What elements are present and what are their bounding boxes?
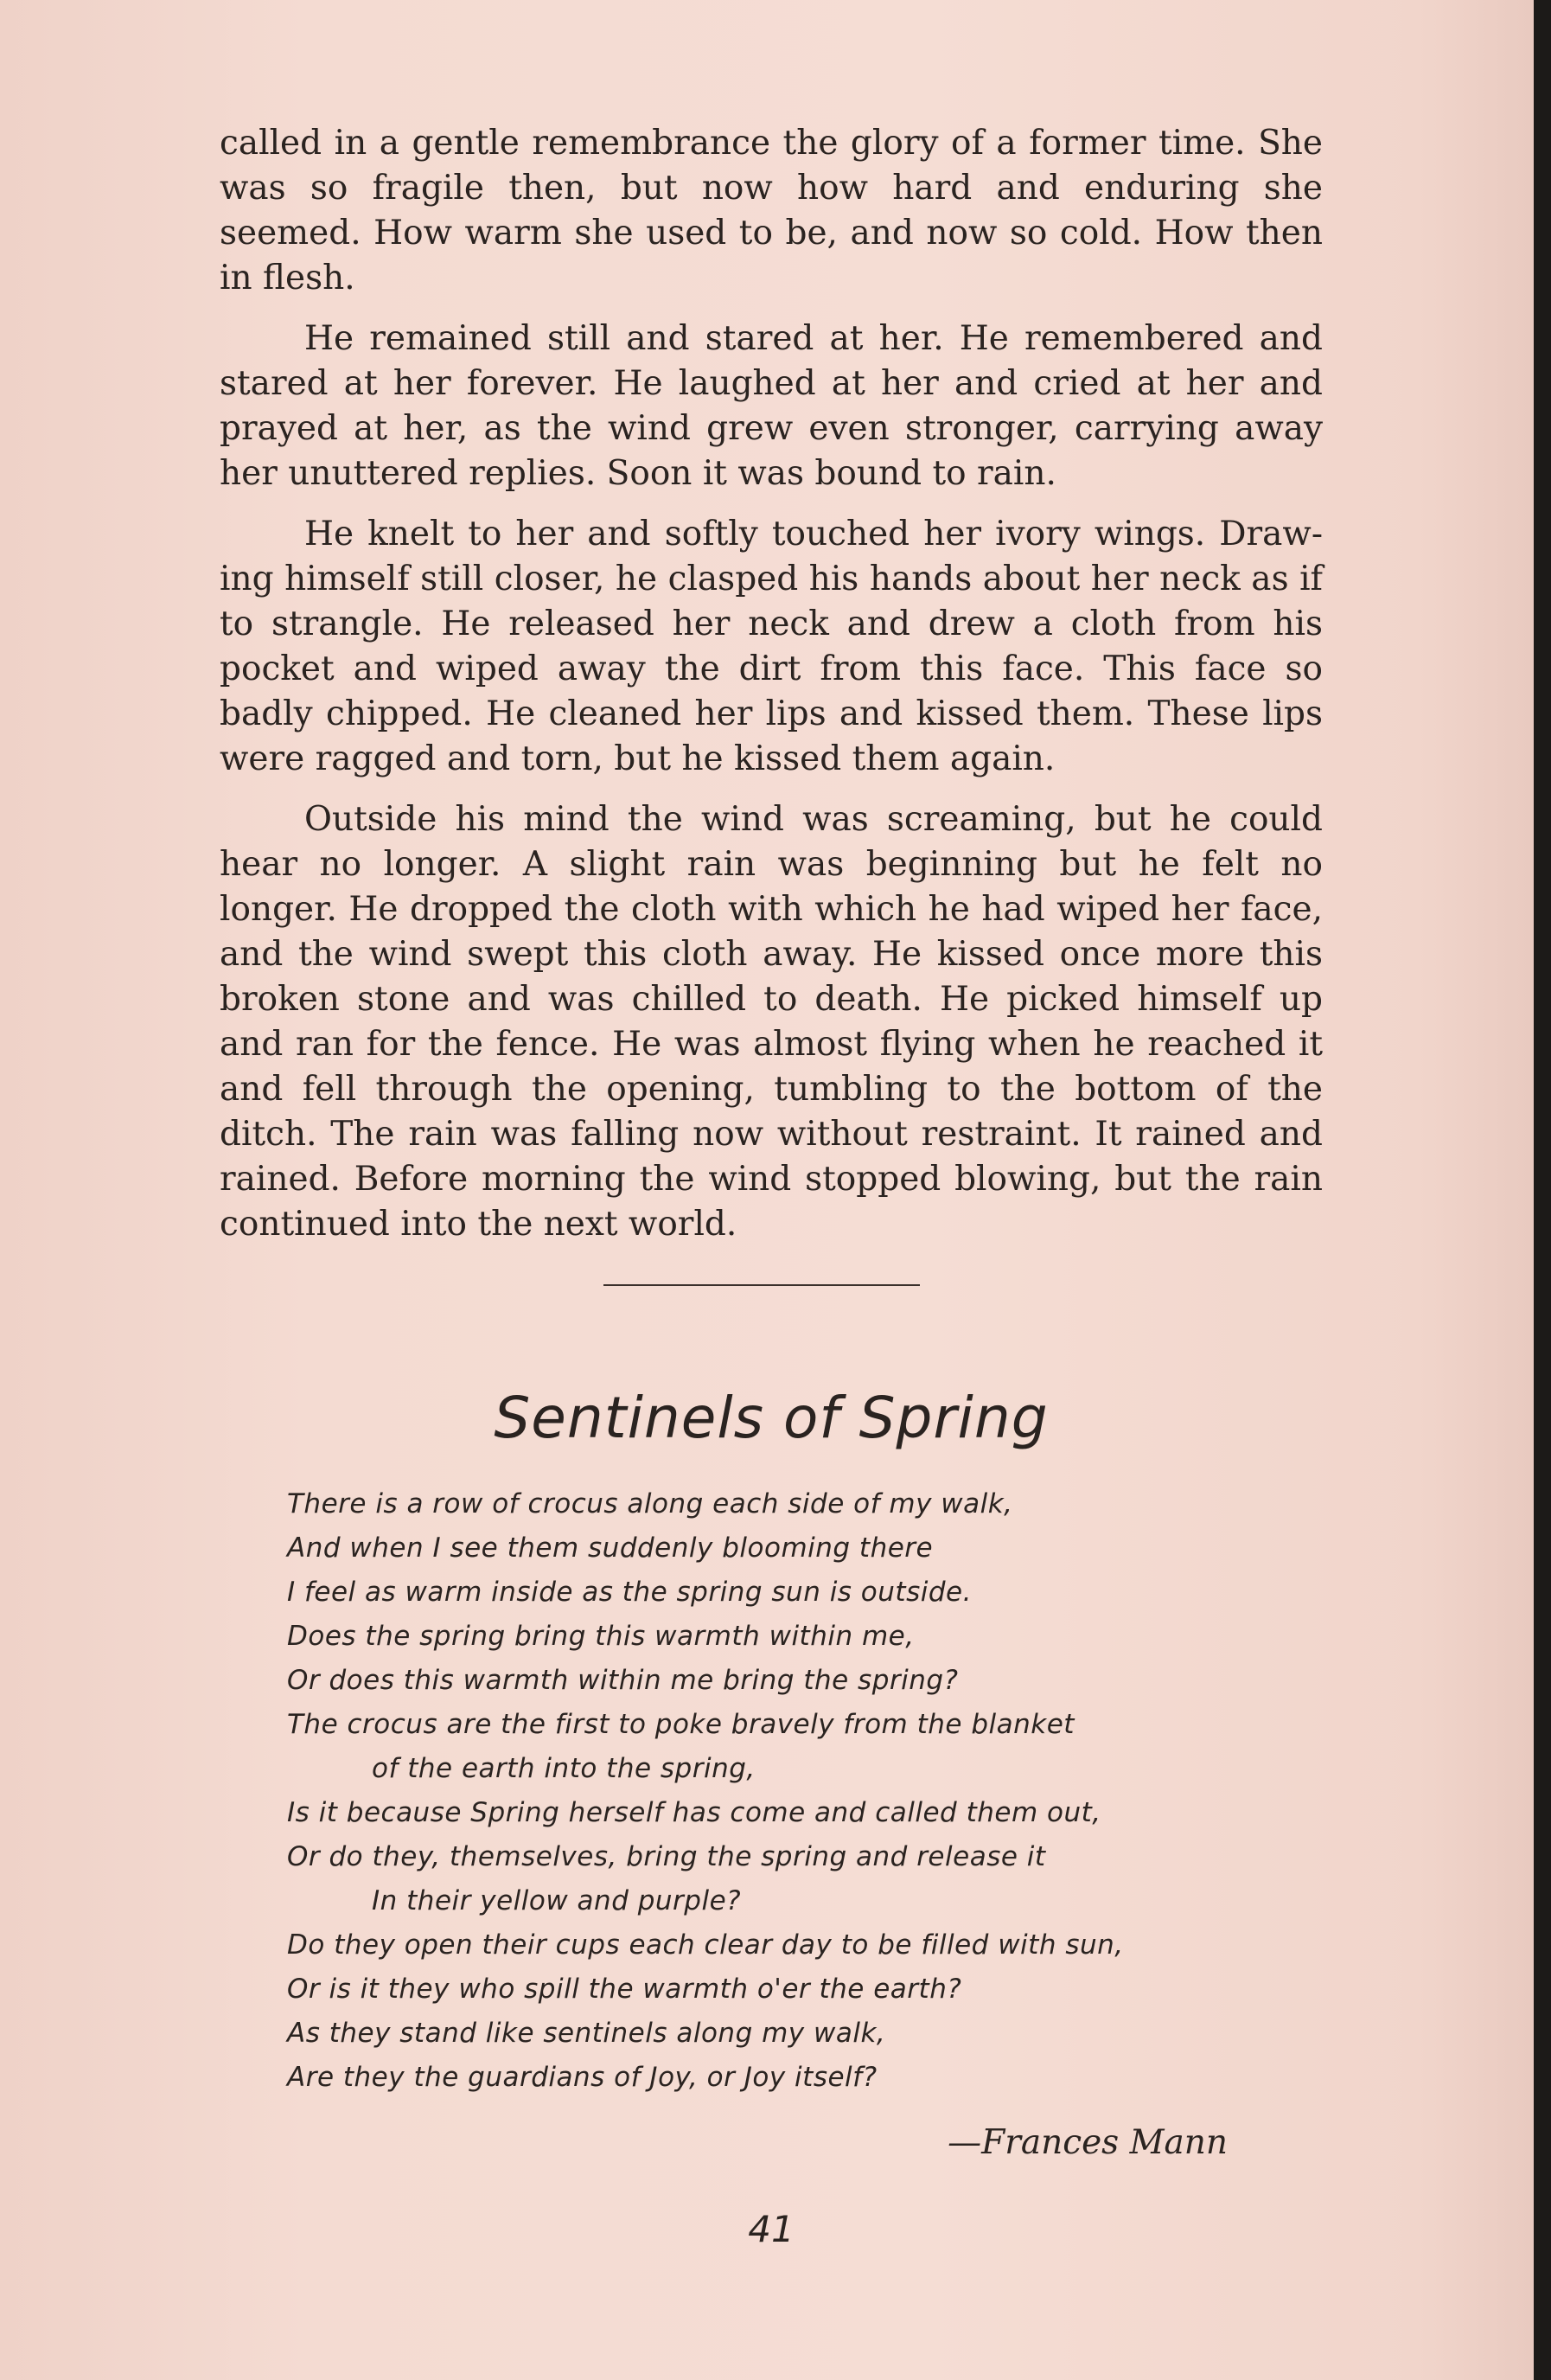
poem-line: There is a row of crocus along each side of my walk, — [287, 1488, 1013, 1519]
poem-line: As they stand like sentinels along my walk, — [287, 2018, 886, 2049]
poem-line: Is it because Spring herself has come and called them out, — [287, 1797, 1101, 1828]
poem-line: Are they the guardians of Joy, or Joy itself? — [287, 2062, 878, 2093]
section-divider — [603, 1284, 920, 1286]
prose-paragraph: Outside his mind the wind was screaming, but he could hear no longer. A slight rain was beginning but he felt no longer. He dropped the cloth with which he had wiped her face, and the wind swept this cloth away. He kissed once more this broken stone and was chilled to death. He picked himself up and ran for the fence. He was almost flying when he reached it and fell through the opening, tumbling to the bottom of the ditch. The rain was falling now without restraint. It rained and rained. Before morning the wind stopped blowing, but the rain continued into the next world. — [220, 800, 1323, 1244]
page-number: 41 — [748, 2208, 795, 2250]
prose-paragraph: He knelt to her and softly touched her ivory wings. Drawing himself still closer, he clasped his hands about her neck as if to strangle. He released her neck and drew a cloth from his pocket and wiped away the dirt from this face. This face so badly chipped. He cleaned her lips and kissed them. These lips were ragged and torn, but he kissed them again. — [220, 515, 1323, 778]
prose-section — [220, 121, 1323, 1263]
poem-line: of the earth into the spring, — [372, 1753, 756, 1784]
poem-line: Or is it they who spill the warmth o'er the earth? — [287, 1974, 962, 2005]
poem-line: Does the spring bring this warmth within me, — [287, 1621, 915, 1652]
poem-line: I feel as warm inside as the spring sun is outside. — [287, 1577, 972, 1608]
page-edge-shadow — [1534, 0, 1542, 2380]
poem-line: The crocus are the first to poke bravely from the blanket — [287, 1709, 1075, 1740]
prose-paragraph: He remained still and stared at her. He remembered and stared at her forever. He laughed at her and cried at her and prayed at her, as the wind grew even stronger, carrying away her unuttered replies. Soon it was bound to rain. — [220, 319, 1323, 493]
poem-title: Sentinels of Spring — [494, 1385, 1049, 1451]
poem-line: Or do they, themselves, bring the spring and release it — [287, 1841, 1046, 1872]
poem-line: Or does this warmth within me bring the spring? — [287, 1665, 959, 1696]
poem-line: In their yellow and purple? — [372, 1885, 742, 1916]
poem-body — [287, 1482, 1238, 2100]
poem-line: Do they open their cups each clear day to be filled with sun, — [287, 1929, 1124, 1961]
prose-paragraph: called in a gentle remembrance the glory of a former time. She was so fragile then, but now how hard and enduring she seemed. How warm she used to be, and now so cold. How then in flesh. — [220, 124, 1323, 298]
poem-line: And when I see them suddenly blooming there — [287, 1532, 934, 1564]
poem-author: —Frances Mann — [948, 2123, 1228, 2162]
